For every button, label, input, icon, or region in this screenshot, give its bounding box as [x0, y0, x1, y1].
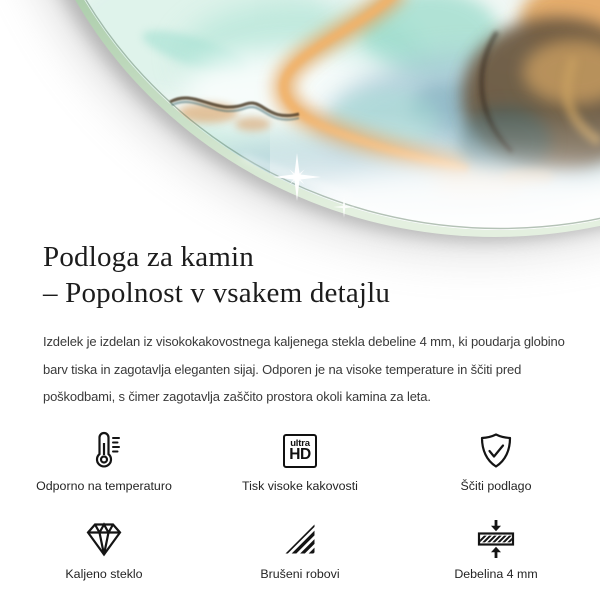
- thermometer-icon: [84, 431, 124, 471]
- page-title-line2: – Popolnost v vsakem detajlu: [43, 276, 391, 309]
- product-image: [0, 0, 600, 238]
- feature-label: Odporno na temperaturo: [36, 478, 172, 493]
- page-title: [0, 238, 600, 311]
- thickness-icon: [476, 519, 516, 559]
- feature-label: Tisk visoke kakovosti: [242, 478, 358, 493]
- product-description: Izdelek je izdelan iz visokokakovostnega kaljenega stekla debeline 4 mm, ki poudarja globino barv tiska in zagotavlja eleganten sijaj. Odporen je na visoke temperature in ščiti pred poškodbami, s čimer zagotavlja zaščito prostora okoli kamina za leta.: [43, 334, 565, 404]
- feature-polished-edges: [202, 519, 398, 581]
- page-title-line1: Podloga za kamin: [43, 241, 254, 273]
- glass-panel-graphic: [0, 0, 600, 238]
- diamond-icon: [84, 519, 124, 559]
- feature-grid: [6, 431, 594, 581]
- feature-label: Kaljeno steklo: [65, 566, 143, 581]
- feature-protection: [398, 431, 594, 493]
- feature-print-quality: [202, 431, 398, 493]
- shield-check-icon: [476, 431, 516, 471]
- brushed-edges-icon: [280, 519, 320, 559]
- ultra-hd-icon: [283, 431, 317, 471]
- ultra-hd-badge-top: ultra: [290, 437, 310, 449]
- feature-thickness: [398, 519, 594, 581]
- ultra-hd-badge-bottom: HD: [289, 446, 311, 463]
- feature-label: Ščiti podlago: [460, 478, 532, 493]
- feature-label: Brušeni robovi: [260, 566, 340, 581]
- feature-temperature: [6, 431, 202, 493]
- feature-label: Debelina 4 mm: [454, 566, 538, 581]
- feature-tempered-glass: [6, 519, 202, 581]
